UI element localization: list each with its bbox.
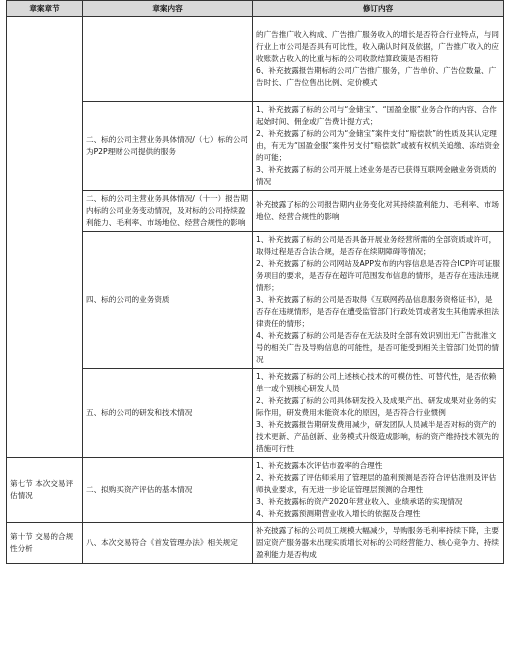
revision-line: 6、补充披露报告期标的公司广告推广服务，广告单价、广告位数量、广告时长、广告位售出比例、定价模式 (256, 66, 497, 87)
content-cell: 二、标的公司主营业务具体情况/（七）标的公司为P2P理财公司提供的服务 (83, 102, 253, 191)
content-cell: 五、标的公司的研发和技术情况 (83, 369, 253, 458)
revision-line: 2、补充披露了标的公司为“金储宝”案件支付“赔偿款”的性质及其认定理由，有无为“国盈金服”案件另支付“赔偿款”或被有权机关追缴、冻结资金的可能； (256, 129, 500, 162)
table-row (7, 523, 504, 564)
revision-cell (253, 102, 504, 191)
revision-line: 2、补充披露了标的公司具体研发投入及成果产出、研发成果对业务的实际作用，研发费用未能资本化的原因，是否符合行业惯例 (256, 396, 497, 417)
revision-cell (253, 523, 504, 564)
revision-line: 3、补充披露了标的公司开展上述业务是否已获得互联网金融业务资质的情况 (256, 165, 497, 186)
header-revision: 修订内容 (253, 1, 504, 17)
header-content: 章案内容 (83, 1, 253, 17)
revision-line: 4、补充披露预测期营业收入增长的依据及合理性 (256, 509, 421, 518)
content-cell: 八、本次交易符合《首发管理办法》相关规定 (83, 523, 253, 564)
section-cell (7, 17, 83, 458)
revision-cell (253, 232, 504, 369)
revision-line: 2、补充披露了评估师采用了管理层的盈利预测是否符合评估准则及评估师执业要求，有无进一步论证管理层预测的合理性 (256, 473, 497, 494)
content-cell: 二、标的公司主营业务具体情况/（十一）报告期内标的公司业务变动情况，及对标的公司持续盈利能力、毛利率、市场地位、经营合规性的影响 (83, 191, 253, 232)
table-row (7, 17, 504, 102)
revision-line: 3、补充披露了标的公司是否取得《互联网药品信息服务资格证书》，是否存在违规情形，是否存在遭受监管部门行政处罚或者发生其他需承担法律责任的情形； (256, 295, 499, 328)
revision-line: 2、补充披露了标的公司网站及APP发布的内容信息是否符合ICP许可证服务项目的要求，是否存在超许可范围发布信息的情形，是否存在违法违规情形； (256, 259, 500, 292)
revision-cell (253, 369, 504, 458)
table-row (7, 458, 504, 523)
content-cell: 四、标的公司的业务资质 (83, 232, 253, 369)
revision-line: 1、补充披露了标的公司上述核心技术的可模仿性、可替代性，是否依赖单一或个别核心研发人员 (256, 372, 497, 393)
revision-line: 1、补充披露了标的公司是否具备开展业务经营所需的全部资质或许可，取得过程是否合法合规，是否存在续期障碍等情况； (256, 235, 497, 256)
content-cell: 二、拟购买资产评估的基本情况 (83, 458, 253, 523)
content-cell (83, 17, 253, 102)
revision-line: 补充披露了标的公司报告期内业务变化对其持续盈利能力、毛利率、市场地位、经营合规性的影响 (256, 200, 499, 221)
revision-cell (253, 17, 504, 102)
revision-line: 1、补充披露了标的公司与“金储宝”、“国盈金服”业务合作的内容、合作起始时间、佣金或广告费计提方式； (256, 105, 497, 126)
section-cell: 第七节 本次交易评估情况 (7, 458, 83, 523)
table-header-row (7, 1, 504, 17)
revision-cell (253, 458, 504, 523)
section-cell: 第十节 交易的合规性分析 (7, 523, 83, 564)
revision-cell (253, 191, 504, 232)
revision-line: 3、补充披露标的资产2020年营业收入、业绩承诺的实现情况 (256, 497, 463, 506)
revision-line: 3、补充披露报告期研发费用减少，研发团队人员减半是否对标的资产的技术更新、产品创新、业务模式升级造成影响，标的资产维持技术领先的措施可行性 (256, 420, 499, 453)
revision-table (6, 0, 504, 564)
revision-line: 的广告推广收入构成、广告推广服务收入的增长是否符合行业特点，与同行业上市公司是否具有可比性，收入确认时间及依据，广告推广收入的应收账款占收入的比重与标的公司收款结算政策是否相符 (256, 30, 499, 63)
revision-line: 4、补充披露了标的公司是否存在无法及时全部有效识别出无广告批准文号的相关广告及导购信息的可能性，是否可能受到相关主管部门处罚的情况 (256, 331, 499, 364)
revision-line: 补充披露了标的公司员工规模大幅减少，导购服务毛利率持续下降，主要固定资产服务器未出现实质增长对标的公司经营能力、核心竞争力、持续盈利能力是否构成 (256, 526, 499, 559)
revision-line: 1、补充披露本次评估市盈率的合理性 (256, 461, 383, 470)
header-chapter: 章案章节 (7, 1, 83, 17)
